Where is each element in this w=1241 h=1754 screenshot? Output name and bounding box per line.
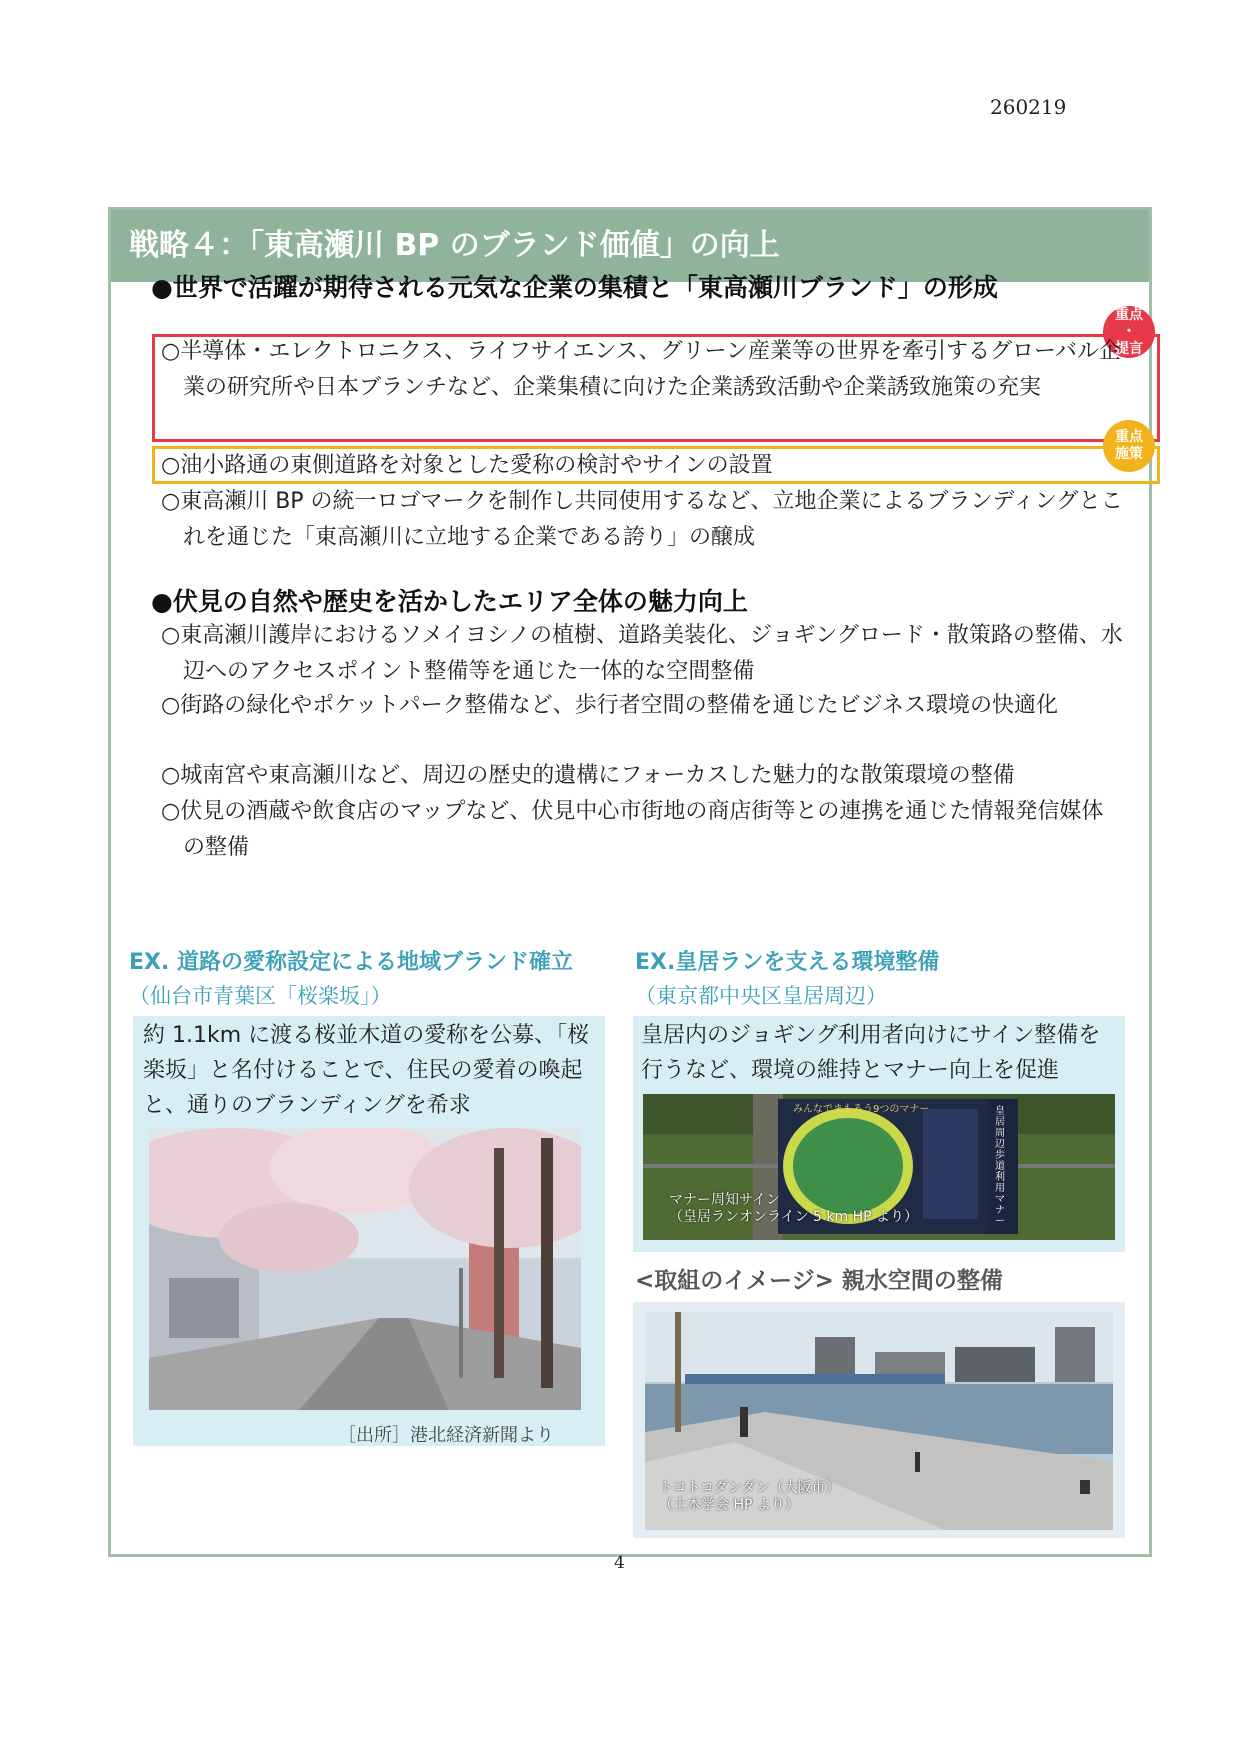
sign-side-text: 皇居周辺歩道利用マナー xyxy=(995,1106,1005,1227)
page-number: 4 xyxy=(614,1553,625,1573)
waterfront-photo xyxy=(645,1312,1113,1530)
ex3-panel xyxy=(633,1302,1125,1538)
ex2-panel xyxy=(633,1016,1125,1252)
badge-line: ・ xyxy=(1122,323,1136,340)
badge-line: 施策 xyxy=(1115,446,1143,462)
strategy-frame xyxy=(108,207,1152,1557)
strategy-title: 戦略４：「東高瀬川 BP のブランド価値」の向上 xyxy=(111,210,1149,282)
cherry-blossom-street-photo xyxy=(149,1128,581,1410)
section2-item: ○東高瀬川護岸におけるソメイヨシノの植樹、道路美装化、ジョギングロード・散策路の整備、水辺へのアクセスポイント整備等を通じた一体的な空間整備 xyxy=(161,623,1123,684)
section1-item: ○油小路通の東側道路を対象とした愛称の検討やサインの設置 xyxy=(161,453,773,478)
section1-item: ○東高瀬川 BP の統一ロゴマークを制作し共同使用するなど、立地企業によるブランディングとこれを通じた「東高瀬川に立地する企業である誇り」の醸成 xyxy=(161,489,1123,550)
ex2-title: EX.皇居ランを支える環境整備 xyxy=(635,950,940,975)
ex1-subtitle: （仙台市青葉区「桜楽坂」） xyxy=(129,984,392,1008)
document-id: 260219 xyxy=(990,95,1067,119)
ex1-text: 約 1.1km に渡る桜並木道の愛称を公募、「桜楽坂」と名付けることで、住民の愛着の喚起と、通りのブランディングを希求 xyxy=(143,1023,590,1118)
section1-item: ○半導体・エレクトロニクス、ライフサイエンス、グリーン産業等の世界を牽引するグローバル企業の研究所や日本ブランチなど、企業集積に向けた企業誘致活動や企業誘致施策の充実 xyxy=(161,339,1121,400)
manner-sign-photo xyxy=(643,1094,1115,1240)
section1-heading: ●世界で活躍が期待される元気な企業の集積と「東高瀬川ブランド」の形成 xyxy=(151,273,998,302)
badge-line: 提言 xyxy=(1115,340,1143,357)
badge-line: 重点 xyxy=(1115,429,1143,445)
ex2-subtitle: （東京都中央区皇居周辺） xyxy=(635,984,887,1008)
ex3-caption-line: （土木学会 HP より） xyxy=(659,1497,799,1513)
section2-item: ○伏見の酒蔵や飲食店のマップなど、伏見中心市街地の商店街等との連携を通じた情報発信媒体の整備 xyxy=(161,799,1104,860)
ex3-caption-line: トコトコダンダン（大阪市） xyxy=(659,1480,840,1496)
ex1-panel xyxy=(133,1016,605,1446)
section2-item: ○街路の緑化やポケットパーク整備など、歩行者空間の整備を通じたビジネス環境の快適化 xyxy=(161,693,1058,718)
section2-heading: ●伏見の自然や歴史を活かしたエリア全体の魅力向上 xyxy=(151,587,748,616)
ex1-source: ［出所］港北経済新聞より xyxy=(338,1425,554,1446)
section2-item: ○城南宮や東高瀬川など、周辺の歴史的遺構にフォーカスした魅力的な散策環境の整備 xyxy=(161,763,1015,788)
ex2-caption-line: （皇居ランオンライン 5 km HP より） xyxy=(669,1209,919,1225)
sign-heading: みんなでまもろう9つのマナー xyxy=(793,1104,930,1115)
ex2-text: 皇居内のジョギング利用者向けにサイン整備を行うなど、環境の維持とマナー向上を促進 xyxy=(641,1023,1101,1083)
ex1-title: EX. 道路の愛称設定による地域ブランド確立 xyxy=(129,950,574,975)
ex2-caption-line: マナー周知サイン xyxy=(669,1192,781,1208)
ex3-heading: <取組のイメージ> 親水空間の整備 xyxy=(635,1268,1003,1294)
badge-line: 重点 xyxy=(1115,306,1143,323)
